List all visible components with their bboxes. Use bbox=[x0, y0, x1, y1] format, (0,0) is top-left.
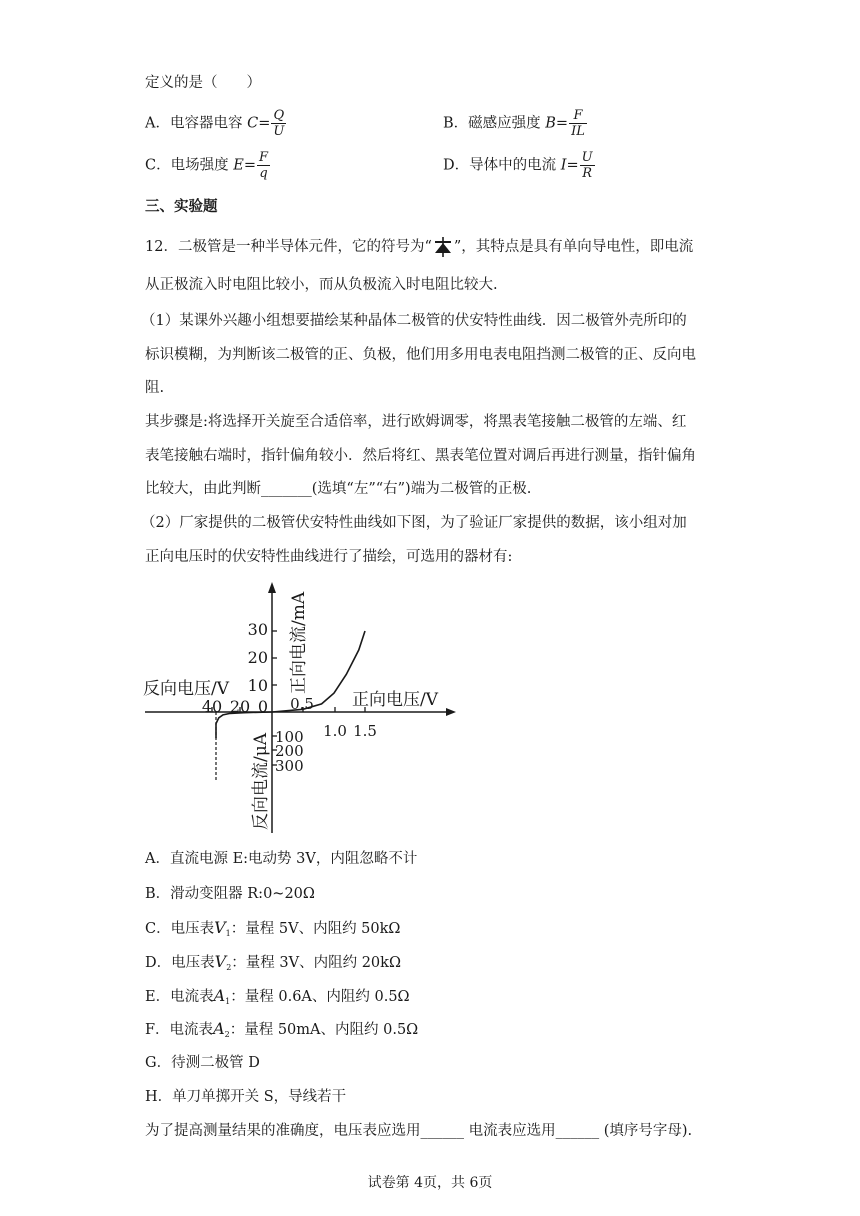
fraction: $\frac{Q}{U}$ bbox=[273, 108, 285, 139]
x-tick-label: 1.5 bbox=[353, 722, 377, 740]
fraction: $\frac{F}{IL}$ bbox=[571, 108, 585, 139]
forward-current-label: 正向电流/mA bbox=[289, 591, 309, 694]
equipment-item-d: D．电压表$V_2$：量程 3V、内阻约 20kΩ bbox=[145, 952, 401, 972]
x-tick-label: 1.0 bbox=[323, 722, 347, 740]
fraction: $\frac{U}{R}$ bbox=[581, 150, 593, 181]
option-a: A．电容器电容 C= $\frac{Q}{U}$ bbox=[145, 108, 285, 139]
q12-p1-line-6: 比较大，由此判断_______(选填“左”“右”)端为二极管的正极. bbox=[145, 481, 532, 497]
x-axis-arrow bbox=[446, 708, 456, 716]
y-tick-label: 0 bbox=[257, 697, 268, 716]
y-tick-label: 300 bbox=[275, 757, 304, 775]
reverse-current-label: 反向电流/μA bbox=[251, 732, 271, 830]
forward-voltage-label: 正向电压/V bbox=[352, 690, 439, 710]
q12-p1-line-1: （1）某课外兴趣小组想要描绘某种晶体二极管的伏安特性曲线．因二极管外壳所印的 bbox=[141, 313, 687, 329]
iv-characteristic-chart bbox=[140, 578, 470, 838]
page-footer: 试卷第 4页，共 6页 bbox=[367, 1175, 493, 1191]
option-b: B．磁感应强度 B= $\frac{F}{IL}$ bbox=[443, 108, 585, 139]
q12-p2-line-1: （2）厂家提供的二极管伏安特性曲线如下图，为了验证厂家提供的数据，该小组对加 bbox=[141, 515, 687, 531]
q12-p1-line-5: 表笔接触右端时，指针偏角较小．然后将红、黑表笔位置对调后再进行测量，指针偏角 bbox=[145, 448, 696, 464]
section-title: 三、实验题 bbox=[145, 198, 218, 215]
equipment-item-f: F．电流表$A_2$：量程 50mA、内阻约 0.5Ω bbox=[145, 1019, 419, 1039]
q12-p1-line-4: 其步骤是:将选择开关旋至合适倍率，进行欧姆调零，将黑表笔接触二极管的左端、红 bbox=[145, 414, 687, 430]
y-tick-label: 20 bbox=[247, 648, 268, 667]
y-axis-arrow bbox=[268, 582, 276, 593]
answer-line: 为了提高测量结果的准确度，电压表应选用______ 电流表应选用______ (填序号字母). bbox=[145, 1123, 693, 1139]
reverse-voltage-label: 反向电压/V bbox=[143, 679, 230, 699]
question-stem-tail: 定义的是（ ） bbox=[145, 75, 261, 91]
q12-p1-line-3: 阻. bbox=[145, 380, 165, 396]
q12-line-1: 12．二极管是一种半导体元件，它的符号为“ ”，其特点是具有单向导电性，即电流 bbox=[145, 236, 693, 258]
equipment-item-a: A．直流电源 E:电动势 3V，内阻忽略不计 bbox=[145, 851, 418, 867]
q12-p1-line-2: 标识模糊，为判断该二极管的正、负极，他们用多用电表电阻挡测二极管的正、反向电 bbox=[145, 347, 696, 363]
x-tick-label: 0.5 bbox=[290, 695, 314, 713]
q12-line-2: 从正极流入时电阻比较小，而从负极流入时电阻比较大. bbox=[145, 277, 498, 293]
y-tick-label: 30 bbox=[247, 620, 268, 639]
x-tick-label: 40 bbox=[201, 697, 223, 716]
option-c: C．电场强度 E= $\frac{F}{q}$ bbox=[145, 150, 268, 181]
fraction: $\frac{F}{q}$ bbox=[258, 150, 268, 181]
equipment-item-h: H．单刀单掷开关 S，导线若干 bbox=[145, 1089, 347, 1105]
y-tick-label: 100 bbox=[275, 728, 304, 746]
option-d: D．导体中的电流 I= $\frac{U}{R}$ bbox=[443, 150, 593, 181]
y-tick-label: 10 bbox=[247, 676, 268, 695]
equipment-item-e: E．电流表$A_1$：量程 0.6A、内阻约 0.5Ω bbox=[145, 986, 410, 1006]
y-tick-label: 200 bbox=[275, 742, 304, 760]
equipment-item-g: G．待测二极管 D bbox=[145, 1055, 260, 1071]
q12-p2-line-2: 正向电压时的伏安特性曲线进行了描绘，可选用的器材有: bbox=[145, 549, 513, 565]
x-tick-label: 20 bbox=[229, 697, 251, 716]
equipment-item-c: C．电压表$V_1$：量程 5V、内阻约 50kΩ bbox=[145, 918, 401, 938]
equipment-item-b: B．滑动变阻器 R:0~20Ω bbox=[145, 886, 315, 902]
diode-symbol-icon bbox=[432, 236, 454, 258]
